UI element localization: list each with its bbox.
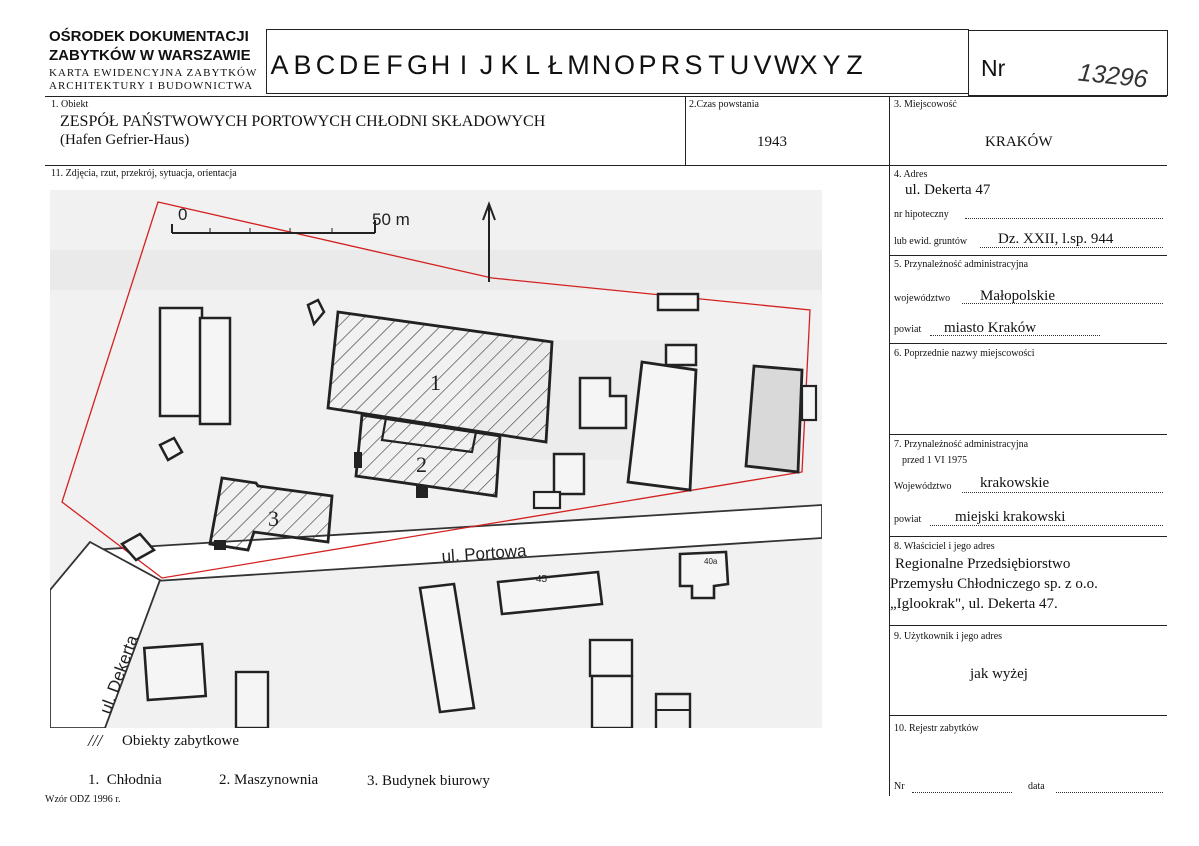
form-template-note: Wzór ODZ 1996 r. — [45, 794, 121, 805]
voivodeship-old-value: krakowskie — [980, 475, 1050, 491]
building-45-number: 45 — [536, 574, 548, 585]
county-old-value: miejski krakowski — [955, 509, 1066, 525]
index-letter: L — [524, 50, 541, 80]
street-dekerta-label: ul. Dekerta — [95, 632, 142, 717]
index-letter: N — [591, 50, 612, 80]
object-name-german: (Hafen Gefrier-Haus) — [60, 132, 190, 148]
land-register-value: Dz. XXII, l.sp. 944 — [998, 231, 1114, 247]
letter-index — [268, 50, 866, 81]
building-40a-number: 40a — [704, 557, 718, 566]
index-letter: G — [406, 50, 428, 80]
index-letter: P — [638, 50, 657, 80]
site-plan — [50, 190, 822, 728]
locality: KRAKÓW — [985, 134, 1053, 150]
building-2-number: 2 — [416, 452, 427, 477]
field-8-label: 8. Właściciel i jego adres — [894, 541, 995, 552]
field-11-label: 11. Zdjęcia, rzut, przekrój, sytuacja, orientacja — [51, 168, 237, 179]
index-letter: Ł — [547, 50, 564, 80]
owner-line2: Przemysłu Chłodniczego sp. z o.o. — [890, 576, 1098, 592]
voivodeship-old-label: Województwo — [894, 481, 952, 492]
index-letter: H — [430, 50, 451, 80]
field-10-label: 10. Rejestr zabytków — [894, 723, 979, 734]
field-7-label: 7. Przynależność administracyjna — [894, 439, 1029, 450]
card-title-line1: KARTA EWIDENCYJNA ZABYTKÓW — [49, 67, 258, 79]
index-letter: W — [774, 50, 800, 80]
field-1-label: 1. Obiekt — [51, 99, 89, 110]
mortgage-no-label: nr hipoteczny — [894, 209, 949, 220]
object-name: ZESPÓŁ PAŃSTWOWYCH PORTOWYCH CHŁODNI SKŁADOWYCH — [60, 113, 546, 130]
index-letter: R — [660, 50, 681, 80]
index-letter: O — [613, 50, 635, 80]
street-portowa-label: ul. Portowa — [440, 541, 528, 566]
field-5-label: 5. Przynależność administracyjna — [894, 259, 1029, 270]
field-2-label: 2.Czas powstania — [689, 99, 759, 110]
building-1-number: 1 — [430, 370, 441, 395]
field-4-label: 4. Adres — [894, 169, 928, 180]
owner-line3: „Iglookrak", ul. Dekerta 47. — [890, 596, 1058, 612]
index-letter: D — [338, 50, 359, 80]
scale-zero: 0 — [178, 205, 188, 224]
index-letter: E — [362, 50, 381, 80]
index-letter: Z — [846, 50, 863, 80]
card-title-line2: ARCHITEKTURY I BUDOWNICTWA — [49, 80, 254, 92]
nr-value: 13296 — [1076, 58, 1149, 94]
building-3-number: 3 — [268, 506, 279, 531]
county-old-label: powiat — [894, 514, 922, 525]
index-letter: A — [270, 50, 289, 80]
land-register-label: lub ewid. gruntów — [894, 236, 968, 247]
user-value: jak wyżej — [970, 666, 1028, 682]
index-letter: T — [708, 50, 725, 80]
index-letter: J — [479, 50, 494, 80]
construction-year: 1943 — [757, 134, 787, 150]
index-letter: F — [386, 50, 403, 80]
address: ul. Dekerta 47 — [905, 182, 991, 198]
index-letter: C — [315, 50, 336, 80]
field-6-label: 6. Poprzednie nazwy miejscowości — [894, 348, 1035, 359]
index-letter: V — [753, 50, 772, 80]
register-date-label: data — [1028, 781, 1045, 792]
index-letter: K — [500, 50, 519, 80]
index-letter: U — [729, 50, 750, 80]
index-letter: S — [684, 50, 703, 80]
index-letter: B — [293, 50, 312, 80]
field-7-sub: przed 1 VI 1975 — [902, 455, 968, 466]
legend-item-2: 2. Maszynownia — [219, 772, 319, 788]
voivodeship-value: Małopolskie — [980, 288, 1055, 304]
county-label: powiat — [894, 324, 922, 335]
legend-item-1: 1. Chłodnia — [88, 772, 162, 788]
register-nr-label: Nr — [894, 781, 905, 792]
scale-label: 50 m — [372, 210, 410, 229]
legend-hatch-label: Obiekty zabytkowe — [122, 733, 240, 749]
county-value: miasto Kraków — [944, 320, 1037, 336]
org-name-line2: ZABYTKÓW W WARSZAWIE — [49, 47, 251, 64]
field-3-label: 3. Miejscowość — [894, 99, 957, 110]
index-letter: M — [567, 50, 590, 80]
index-letter: I — [459, 50, 468, 80]
index-letter: X — [799, 50, 818, 80]
legend-hatch-symbol: /// — [88, 731, 103, 750]
owner-line1: Regionalne Przedsiębiorstwo — [895, 556, 1071, 572]
nr-label: Nr — [981, 55, 1006, 81]
index-letter: Y — [822, 50, 841, 80]
voivodeship-label: województwo — [894, 293, 951, 304]
org-name-line1: OŚRODEK DOKUMENTACJI — [49, 28, 249, 45]
legend-item-3: 3. Budynek biurowy — [367, 773, 490, 789]
field-9-label: 9. Użytkownik i jego adres — [894, 631, 1003, 642]
